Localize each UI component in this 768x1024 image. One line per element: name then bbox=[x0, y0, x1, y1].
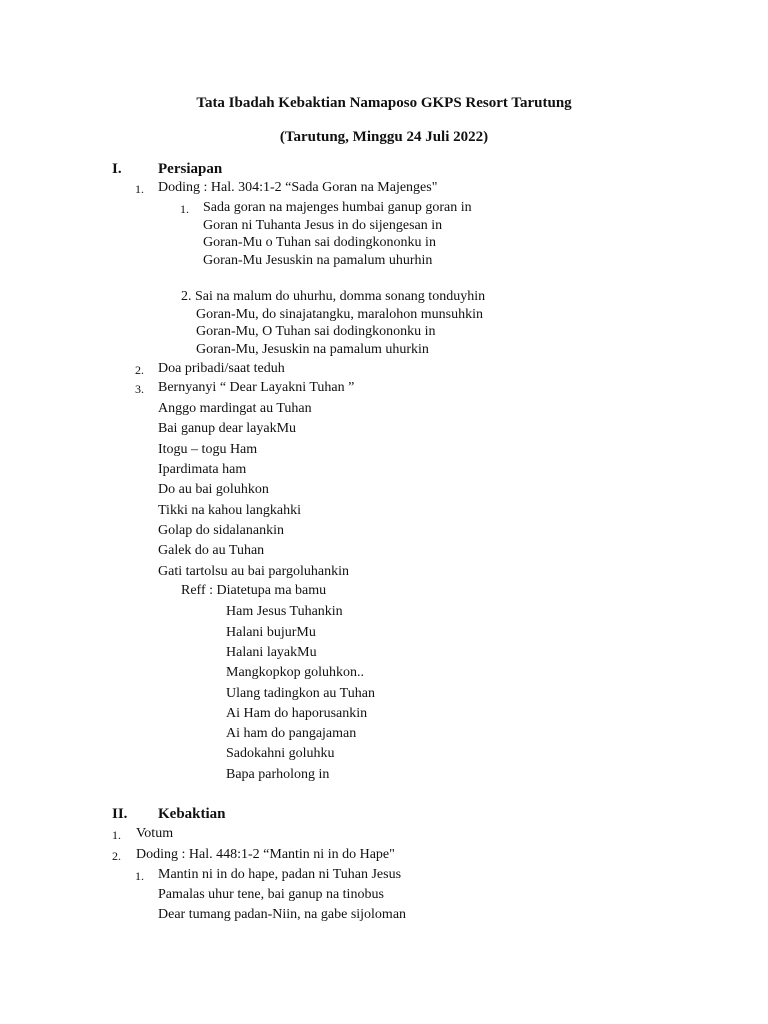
list-item-number: 3. bbox=[135, 382, 144, 396]
section-2-heading: Kebaktian bbox=[158, 806, 226, 822]
list-item-number: 1. bbox=[135, 182, 144, 196]
list-item-text: Doa pribadi/saat teduh bbox=[158, 361, 285, 376]
reff-line: Ai ham do pangajaman bbox=[226, 726, 357, 741]
hymn-line: 2. Sai na malum do uhurhu, domma sonang tonduyhin bbox=[181, 289, 486, 304]
song-line: Galek do au Tuhan bbox=[158, 543, 265, 558]
song-line: Tikki na kahou langkahki bbox=[158, 503, 301, 518]
song-line: Do au bai goluhkon bbox=[158, 482, 269, 497]
list-item-text: Bernyanyi “ Dear Layakni Tuhan ” bbox=[158, 380, 355, 395]
hymn-line: Mantin ni in do hape, padan ni Tuhan Jesus bbox=[158, 867, 402, 882]
reff-line: Sadokahni goluhku bbox=[226, 746, 335, 761]
section-2-numeral: II. bbox=[112, 806, 128, 822]
hymn-line: Goran-Mu, Jesuskin na pamalum uhurkin bbox=[196, 342, 429, 357]
hymn-line: Goran-Mu Jesuskin na pamalum uhurhin bbox=[203, 253, 433, 268]
hymn-line: Dear tumang padan-Niin, na gabe sijoloman bbox=[158, 907, 407, 922]
section-1-numeral: I. bbox=[112, 161, 122, 177]
list-item-text: Doding : Hal. 448:1-2 “Mantin ni in do Hape" bbox=[136, 847, 395, 862]
song-line: Gati tartolsu au bai pargoluhankin bbox=[158, 564, 350, 579]
reff-label: Reff : Diatetupa ma bamu bbox=[181, 583, 327, 598]
list-item-number: 1. bbox=[112, 828, 121, 842]
hymn-line: Pamalas uhur tene, bai ganup na tinobus bbox=[158, 887, 384, 902]
reff-line: Halani layakMu bbox=[226, 645, 317, 660]
reff-line: Ulang tadingkon au Tuhan bbox=[226, 686, 375, 701]
document-title: Tata Ibadah Kebaktian Namaposo GKPS Resort Tarutung bbox=[196, 95, 572, 111]
list-item-number: 2. bbox=[112, 849, 121, 863]
list-item-text: Doding : Hal. 304:1-2 “Sada Goran na Majenges" bbox=[158, 180, 438, 195]
reff-line: Mangkopkop goluhkon.. bbox=[226, 665, 365, 680]
document-date: (Tarutung, Minggu 24 Juli 2022) bbox=[279, 129, 489, 145]
hymn-line: Sada goran na majenges humbai ganup goran in bbox=[203, 200, 472, 215]
song-line: Ipardimata ham bbox=[158, 462, 247, 477]
hymn-line: Goran-Mu, O Tuhan sai dodingkononku in bbox=[196, 324, 436, 339]
reff-line: Ham Jesus Tuhankin bbox=[226, 604, 343, 619]
song-line: Itogu – togu Ham bbox=[158, 442, 258, 457]
reff-line: Bapa parholong in bbox=[226, 767, 330, 782]
list-item-text: Votum bbox=[136, 826, 174, 841]
verse-number: 1. bbox=[180, 202, 189, 216]
list-item-number: 2. bbox=[135, 363, 144, 377]
reff-line: Halani bujurMu bbox=[226, 625, 316, 640]
song-line: Bai ganup dear layakMu bbox=[158, 421, 297, 436]
hymn-line: Goran ni Tuhanta Jesus in do sijengesan in bbox=[203, 218, 443, 233]
reff-line: Ai Ham do haporusankin bbox=[226, 706, 368, 721]
hymn-line: Goran-Mu, do sinajatangku, maralohon munsuhkin bbox=[196, 307, 483, 322]
song-line: Golap do sidalanankin bbox=[158, 523, 284, 538]
hymn-line: Goran-Mu o Tuhan sai dodingkononku in bbox=[203, 235, 436, 250]
section-1-heading: Persiapan bbox=[158, 161, 223, 177]
song-line: Anggo mardingat au Tuhan bbox=[158, 401, 312, 416]
verse-number: 1. bbox=[135, 869, 144, 883]
